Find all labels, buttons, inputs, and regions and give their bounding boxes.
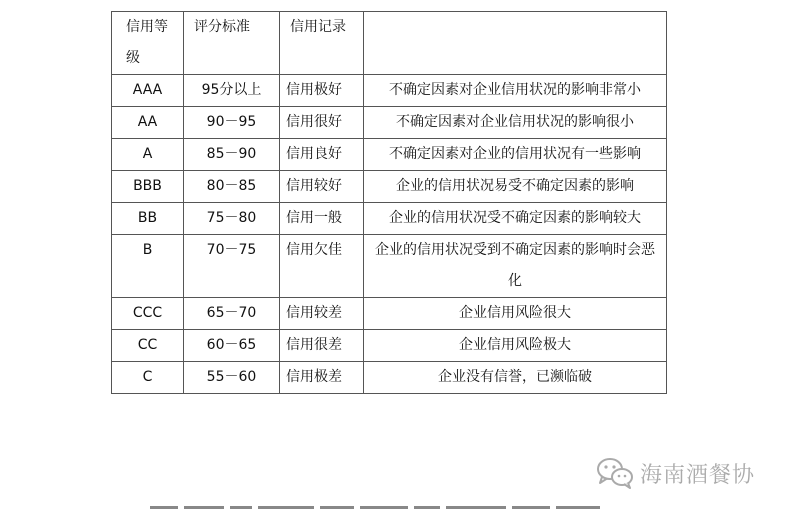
cut-off-text-line [150, 506, 670, 514]
grade-cell: B [112, 235, 184, 298]
description-cell: 企业没有信誉，已濒临破 [364, 362, 667, 394]
record-cell: 信用良好 [280, 139, 364, 171]
table-row [112, 235, 667, 298]
description-cell: 不确定因素对企业的信用状况有一些影响 [364, 139, 667, 171]
header-credit-record: 信用记录 [280, 12, 364, 75]
record-cell: 信用较好 [280, 171, 364, 203]
table-header-row [112, 12, 667, 75]
record-cell: 信用很差 [280, 330, 364, 362]
score-cell: 90－95 [184, 107, 280, 139]
record-cell: 信用一般 [280, 203, 364, 235]
record-cell: 信用极差 [280, 362, 364, 394]
header-credit-grade: 信用等级 [112, 12, 184, 75]
table-row [112, 75, 667, 107]
description-cell: 不确定因素对企业信用状况的影响非常小 [364, 75, 667, 107]
description-cell: 企业的信用状况受不确定因素的影响较大 [364, 203, 667, 235]
description-cell: 企业信用风险很大 [364, 298, 667, 330]
record-cell: 信用很好 [280, 107, 364, 139]
table-row [112, 203, 667, 235]
wechat-icon [596, 457, 634, 489]
grade-cell: BBB [112, 171, 184, 203]
table-row [112, 171, 667, 203]
score-cell: 55－60 [184, 362, 280, 394]
record-cell: 信用极好 [280, 75, 364, 107]
score-cell: 70－75 [184, 235, 280, 298]
score-cell: 65－70 [184, 298, 280, 330]
watermark-text: 海南酒餐协 [640, 462, 756, 488]
record-cell: 信用欠佳 [280, 235, 364, 298]
table-row [112, 330, 667, 362]
record-cell: 信用较差 [280, 298, 364, 330]
table-row [112, 362, 667, 394]
table-row [112, 298, 667, 330]
score-cell: 75－80 [184, 203, 280, 235]
header-score-standard: 评分标准 [184, 12, 280, 75]
score-cell: 80－85 [184, 171, 280, 203]
table-row [112, 107, 667, 139]
description-cell: 企业信用风险极大 [364, 330, 667, 362]
header-description [364, 12, 667, 75]
description-cell: 企业的信用状况受到不确定因素的影响时会恶化 [364, 235, 667, 298]
table-row [112, 139, 667, 171]
watermark [596, 453, 755, 493]
score-cell: 60－65 [184, 330, 280, 362]
grade-cell: AAA [112, 75, 184, 107]
grade-cell: A [112, 139, 184, 171]
grade-cell: CCC [112, 298, 184, 330]
grade-cell: C [112, 362, 184, 394]
grade-cell: BB [112, 203, 184, 235]
description-cell: 企业的信用状况易受不确定因素的影响 [364, 171, 667, 203]
description-cell: 不确定因素对企业信用状况的影响很小 [364, 107, 667, 139]
credit-rating-table [111, 11, 667, 394]
score-cell: 95分以上 [184, 75, 280, 107]
grade-cell: CC [112, 330, 184, 362]
score-cell: 85－90 [184, 139, 280, 171]
grade-cell: AA [112, 107, 184, 139]
